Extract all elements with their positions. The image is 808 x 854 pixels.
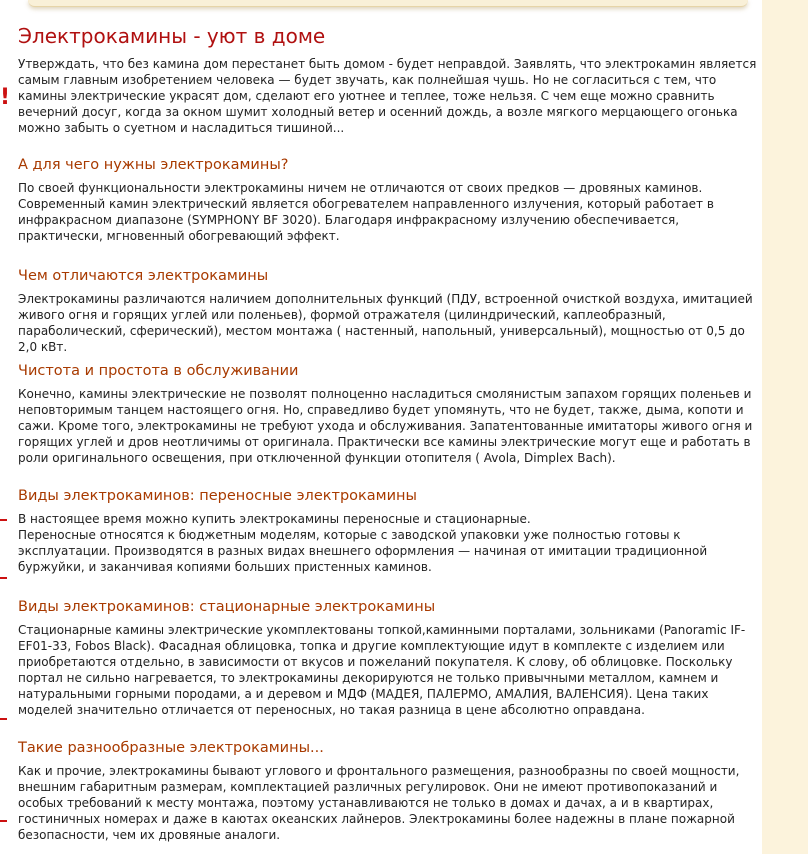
section-variety — [18, 738, 758, 843]
page-title: Электрокамины - уют в доме — [18, 24, 326, 48]
intro-paragraph: Утверждать, что без камина дом перестанет быть домом - будет неправдой. Заявлять, что электрокамин является самым главным изобретением человека — будет звучать, как полнейшая чушь. Но не согласиться с тем, что камины электрические украсят дом, сделают его уютнее и теплее, тоже нельзя. С чем еще можно сравнить вечерний досуг, когда за окном шумит холодный ветер и осенний дождь, а возле мягкого мерцающего огонька можно забыть о суетном и насладиться тишиной... — [18, 57, 757, 135]
article-intro — [18, 22, 758, 136]
section-differences — [18, 266, 758, 355]
section-heading: А для чего нужны электрокамины? — [18, 157, 289, 173]
left-red-marker — [0, 577, 7, 579]
section-purpose — [18, 155, 758, 244]
top-header-bar — [28, 0, 748, 7]
left-red-marker — [0, 820, 7, 822]
section-heading: Виды электрокаминов: переносные электрокамины — [18, 488, 417, 504]
section-paragraph: Как и прочие, электрокамины бывают углового и фронтального размещения, разнообразны по своей мощности, внешним габаритным размерам, комплектацией различных регулировок. Они не имеют противопоказаний и особых требований к месту монтажа, поэтому устанавливаются не только в домах и дачах, а и в квартирах, гостиничных номерах и даже в каютах океанских лайнеров. Электрокамины более надежны в плане пожарной безопасности, чем их дровяные аналоги. — [18, 764, 740, 842]
section-portable — [18, 486, 758, 575]
section-heading: Виды электрокаминов: стационарные электрокамины — [18, 599, 436, 615]
left-gutter — [0, 0, 11, 854]
section-paragraph: В настоящее время можно купить электрокамины переносные и стационарные. — [18, 512, 531, 526]
left-red-marker — [0, 718, 7, 720]
section-heading: Чистота и простота в обслуживании — [18, 363, 299, 379]
section-heading: Такие разнообразные электрокамины... — [18, 740, 324, 756]
section-paragraph: Конечно, камины электрические не позволят полноценно насладиться смолянистым запахом горящих поленьев и неповторимым танцем настоящего огня. Но, справедливо будет упомянуть, что не будет, также, дыма, копоти и сажи. Кроме того, электрокамины не требуют ухода и обслуживания. Запатентованные имитаторы живого огня и горящих углей и дров неотличимы от оригинала. Практически все камины электрические могут еще и работать в роли оригинального освещения, при отключенной функции отопителя ( Avola, Dimplex Bach). — [18, 387, 753, 465]
right-side-strip — [762, 0, 808, 854]
section-heading: Чем отличаются электрокамины — [18, 268, 269, 284]
section-paragraph: По своей функциональности электрокамины ничем не отличаются от своих предков — дровяных каминов. Современный камин электрический является обогревателем направленного излучения, который работает в инфракрасном диапазоне (SYMPHONY BF 3020). Благодаря инфракрасному излучению обеспечивается, практически, мгновенный обогревающий эффект. — [18, 181, 714, 243]
section-maintenance — [18, 361, 758, 466]
section-paragraph: Электрокамины различаются наличием дополнительных функций (ПДУ, встроенной очисткой воздуха, имитацией живого огня и горящих углей или поленьев), формой отражателя (цилиндрический, каплеобразный, параболический, сферический), местом монтажа ( настенный, напольный, универсальный), мощностью от 0,5 до 2,0 кВт. — [18, 292, 753, 354]
left-red-marker — [0, 519, 7, 521]
section-paragraph: Переносные относятся к бюджетным моделям, которые с заводской упаковки уже полностью готовы к эксплуатации. Производятся в разных видах внешнего оформления — начиная от имитации традиционной буржуйки, и заканчивая копиями больших пристенных каминов. — [18, 528, 708, 574]
section-paragraph: Стационарные камины электрические укомплектованы топкой,каминными порталами, зольниками (Panoramic IF-EF01-33, Fobos Black). Фасадная облицовка, топка и другие комплектующие идут в комплекте с изделием или приобретаются отдельно, в зависимости от вкусов и пожеланий покупателя. К слову, об облицовке. Поскольку портал не сильно нагревается, то электрокамины декорируются не только привычными металлом, камнем и натуральными горными породами, а и деревом и МДФ (МАДЕЯ, ПАЛЕРМО, АМАЛИЯ, ВАЛЕНСИЯ). Цена таких моделей значительно отличается от переносных, но такая разница в цене абсолютно оправдана. — [18, 623, 746, 717]
exclamation-mark-decoration: ! — [0, 85, 11, 110]
section-stationary — [18, 597, 758, 718]
